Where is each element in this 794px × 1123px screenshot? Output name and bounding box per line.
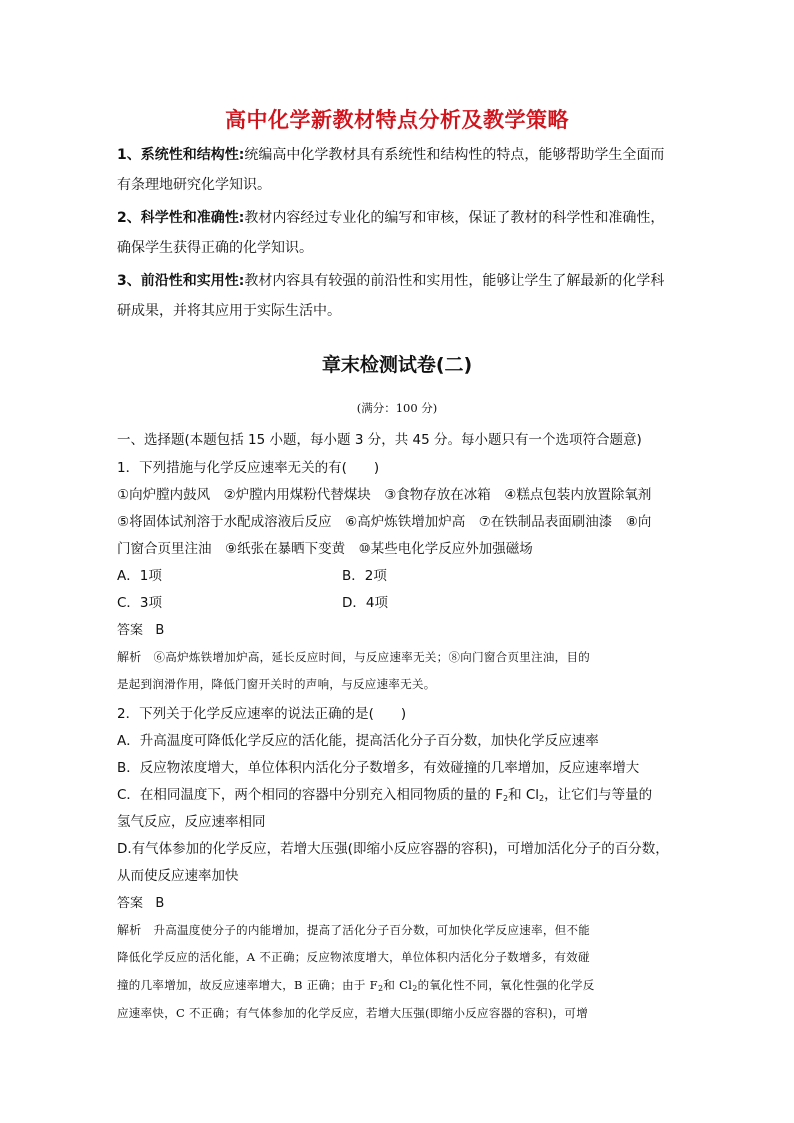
question-1-answer [117,619,687,638]
option-b: B．反应物浓度增大，单位体积内活化分子数增多，有效碰撞的几率增加，反应速率增大 [117,760,640,776]
intro-paragraph-2 [117,203,682,263]
subscript: 2 [539,794,545,803]
option-c [117,783,687,803]
question-1-items: 门窗合页里注油 ⑨纸张在暴晒下变黄 ⑩某些电化学反应外加强磁场 [117,541,533,557]
intro-heading: 3、前沿性和实用性: [117,273,245,289]
option-c-text: C．在相同温度下，两个相同的容器中分别充入相同物质的量的 F [117,787,503,803]
section-heading: 一、选择题(本题包括 15 小题，每小题 3 分，共 45 分。每小题只有一个选项符合题意) [117,432,642,448]
question-2-answer [117,892,687,911]
full-score: (满分：100 分) [356,401,438,415]
option-a: A．1项 [117,568,162,584]
answer-value: B [155,896,165,911]
option-d: D．4项 [342,595,388,611]
intro-text: 研成果，并将其应用于实际生活中。 [117,303,341,319]
question-1-stem: 1．下列措施与化学反应速率无关的有( ) [117,460,380,476]
intro-heading: 1、系统性和结构性: [117,147,245,163]
intro-heading: 2、科学性和准确性: [117,210,245,226]
option-c-text: ，让它们与等量的 [544,787,653,803]
analysis-text: 撞的几率增加，故反应速率增大，B 正确；由于 F [117,978,378,992]
intro-text: 有条理地研究化学知识。 [117,177,271,193]
intro-text: 教材内容具有较强的前沿性和实用性，能够让学生了解最新的化学科 [244,273,665,289]
subscript: 2 [502,794,509,803]
option-c-text: 和 Cl [508,787,540,803]
question-2-stem: 2．下列关于化学反应速率的说法正确的是( ) [117,706,407,722]
intro-paragraph-3 [117,266,682,326]
question-2-analysis-cont: 应速率快，C 不正确；有气体参加的化学反应，若增大压强(即缩小反应容器的容积)，可增 [117,1006,589,1020]
question-1-analysis-cont: 是起到润滑作用，降低门窗开关时的声响，与反应速率无关。 [117,677,436,691]
question-1-items: ⑤将固体试剂溶于水配成溶液后反应 ⑥高炉炼铁增加炉高 ⑦在铁制品表面刷油漆 ⑧向 [117,514,652,530]
exam-title: 章末检测试卷(二) [321,354,473,376]
analysis-text: 升高温度使分子的内能增加，提高了活化分子百分数，可加快化学反应速率，但不能 [153,923,591,937]
intro-text: 教材内容经过专业化的编写和审核，保证了教材的科学性和准确性， [244,210,665,226]
analysis-label: 解析 [117,650,142,664]
analysis-text: 和 Cl [383,978,413,992]
question-2-analysis-cont [117,977,687,993]
option-c-cont: 氢气反应，反应速率相同 [117,814,266,830]
option-d: D.有气体参加的化学反应，若增大压强(即缩小反应容器的容积)，可增加活化分子的百分数， [117,841,669,857]
subscript: 2 [377,984,384,993]
subscript: 2 [412,984,418,993]
question-2-analysis-cont: 降低化学反应的活化能，A 不正确；反应物浓度增大，单位体积内活化分子数增多，有效碰 [117,950,590,964]
analysis-label: 解析 [117,923,142,937]
option-a: A．升高温度可降低化学反应的活化能，提高活化分子百分数，加快化学反应速率 [117,733,599,749]
question-1-items: ①向炉膛内鼓风 ②炉膛内用煤粉代替煤块 ③食物存放在冰箱 ④糕点包装内放置除氧剂 [117,487,652,503]
answer-label: 答案 [117,896,144,911]
question-2-analysis [117,921,687,938]
option-d-cont: 从而使反应速率加快 [117,868,239,884]
answer-label: 答案 [117,623,144,638]
question-1-analysis [117,648,687,665]
option-c: C．3项 [117,595,163,611]
option-b: B．2项 [342,568,387,584]
answer-value: B [155,623,165,638]
page-title: 高中化学新教材特点分析及教学策略 [225,108,569,132]
intro-text: 确保学生获得正确的化学知识。 [117,240,313,256]
analysis-text: 的氧化性不同，氧化性强的化学反 [417,978,595,992]
analysis-text: ⑥高炉炼铁增加炉高，延长反应时间，与反应速率无关；⑧向门窗合页里注油，目的 [153,650,591,664]
intro-text: 统编高中化学教材具有系统性和结构性的特点，能够帮助学生全面而 [244,147,665,163]
intro-paragraph-1 [117,140,682,200]
